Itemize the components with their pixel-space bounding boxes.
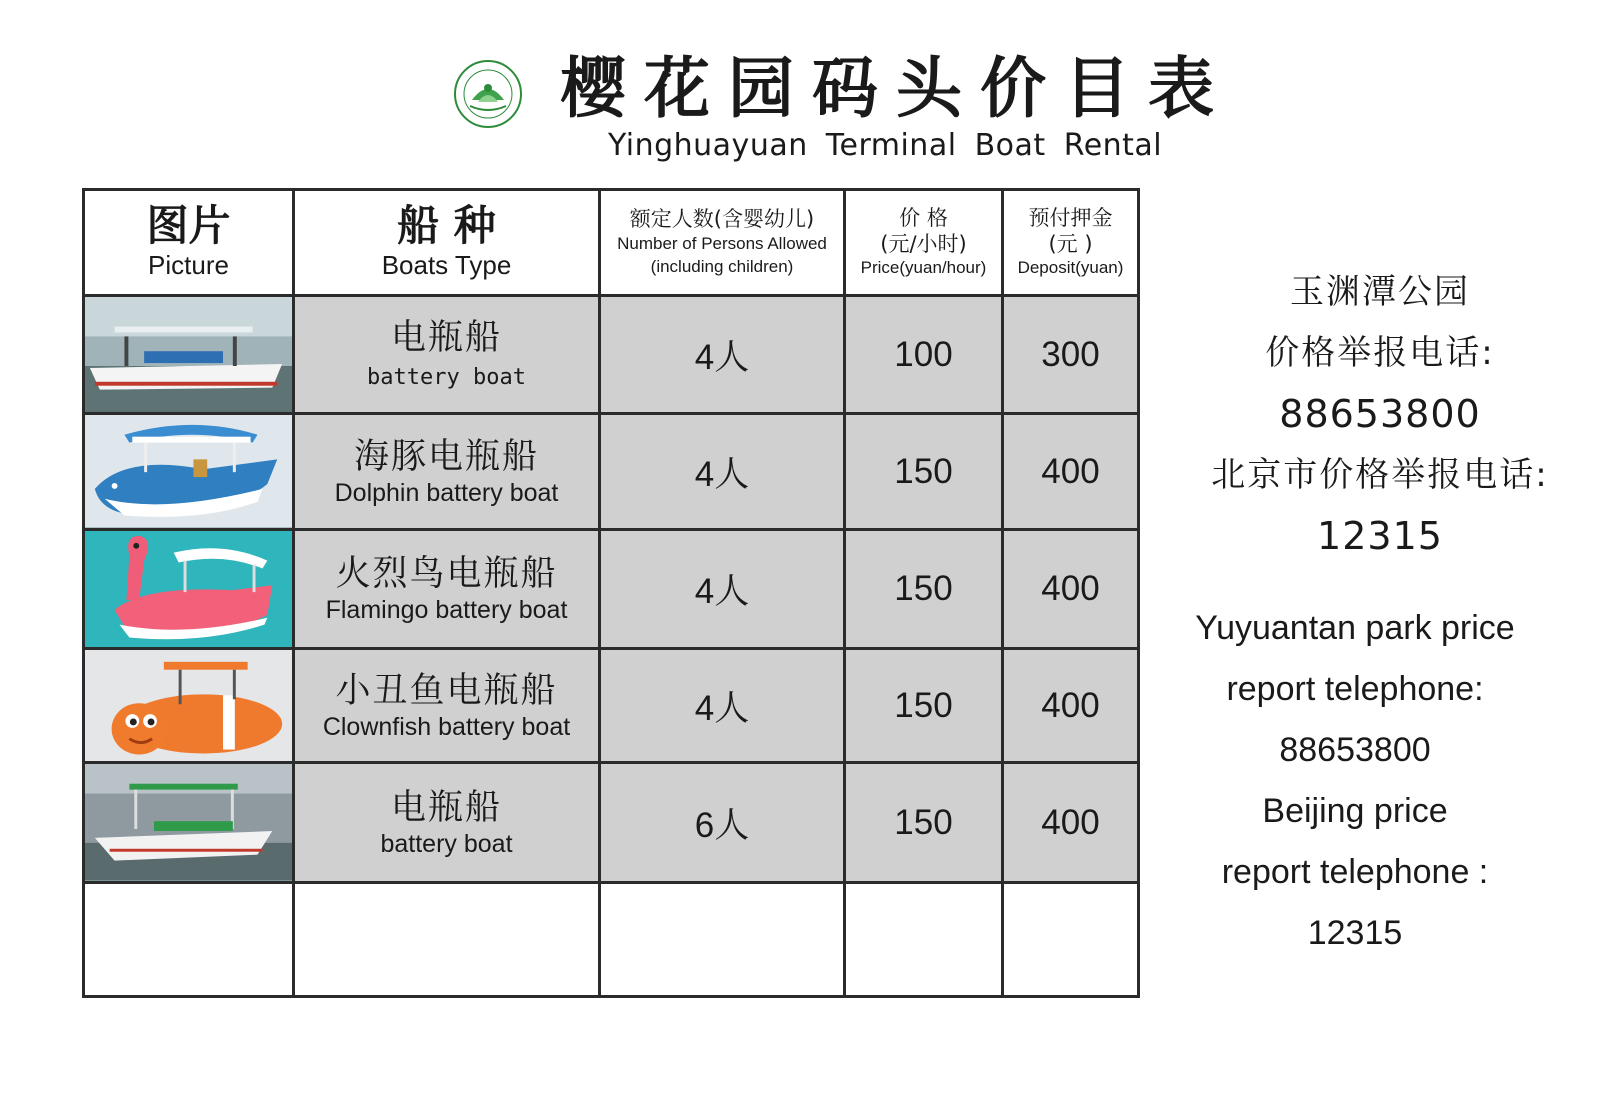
beijing-report-label: 北京市价格举报电话: xyxy=(1211,455,1549,495)
persons-cell xyxy=(600,414,845,529)
deposit-cell xyxy=(1003,649,1139,763)
boat-type-cn: 海豚电瓶船 xyxy=(353,436,539,477)
header-boat-type-en: Boats Type xyxy=(381,250,512,281)
boat-type-cn: 火烈鸟电瓶船 xyxy=(335,553,558,594)
header-price xyxy=(845,190,1003,296)
boat-picture xyxy=(84,414,294,529)
boat-type-en: battery boat xyxy=(380,829,513,858)
boat-type-cell xyxy=(294,649,600,763)
header-picture-en: Picture xyxy=(148,250,229,281)
beijing-report-line: report telephone : xyxy=(1221,853,1489,891)
park-report-line: report telephone: xyxy=(1226,670,1484,708)
header-deposit-en: Deposit(yuan) xyxy=(1017,258,1124,278)
table-row xyxy=(84,529,1139,648)
boat-type-cn: 电瓶船 xyxy=(390,787,502,828)
price-value: 150 xyxy=(894,802,953,842)
header-persons-en2: (including children) xyxy=(650,256,794,276)
header-price-en: Price(yuan/hour) xyxy=(860,258,987,278)
price-cell xyxy=(845,296,1003,414)
boat-picture xyxy=(84,649,294,763)
header-deposit xyxy=(1003,190,1139,296)
park-report-label: 价格举报电话: xyxy=(1265,333,1495,373)
header-picture xyxy=(84,190,294,296)
boat-type-cell xyxy=(294,296,600,414)
boat-type-en: Dolphin battery boat xyxy=(334,478,559,507)
deposit-value: 400 xyxy=(1041,802,1100,842)
empty-cell xyxy=(84,882,294,996)
boat-picture xyxy=(84,296,294,414)
price-value: 100 xyxy=(894,334,953,374)
deposit-cell xyxy=(1003,296,1139,414)
header-deposit-cn2: (元 ) xyxy=(1048,232,1093,257)
persons-value: 4人 xyxy=(694,688,750,728)
page-subtitle: Yinghuayuan Terminal Boat Rental xyxy=(608,128,1163,163)
report-phone-cn xyxy=(1160,262,1600,567)
deposit-cell xyxy=(1003,414,1139,529)
price-cell xyxy=(845,414,1003,529)
persons-cell xyxy=(600,649,845,763)
header-price-cn2: (元/小时) xyxy=(880,232,967,257)
price-table xyxy=(82,188,1140,998)
boat-type-cell xyxy=(294,529,600,648)
boat-picture xyxy=(84,763,294,882)
park-logo-icon xyxy=(452,58,524,130)
beijing-report-number-en: 12315 xyxy=(1307,914,1403,952)
empty-row xyxy=(84,882,1139,996)
clownfish-boat-photo xyxy=(85,650,292,761)
deposit-value: 400 xyxy=(1041,685,1100,725)
header-persons-cn: 额定人数(含婴幼儿) xyxy=(629,207,815,232)
table-header-row xyxy=(84,190,1139,296)
header-persons xyxy=(600,190,845,296)
header-boat-type-cn: 船 种 xyxy=(397,200,496,250)
empty-cell xyxy=(1003,882,1139,996)
deposit-cell xyxy=(1003,529,1139,648)
beijing-report-number: 12315 xyxy=(1317,514,1443,558)
table-row xyxy=(84,649,1139,763)
persons-value: 4人 xyxy=(694,454,750,494)
deposit-value: 300 xyxy=(1041,334,1100,374)
price-cell xyxy=(845,649,1003,763)
flamingo-boat-photo xyxy=(85,531,292,647)
persons-cell xyxy=(600,296,845,414)
deposit-value: 400 xyxy=(1041,451,1100,491)
deposit-value: 400 xyxy=(1041,568,1100,608)
empty-cell xyxy=(845,882,1003,996)
empty-cell xyxy=(294,882,600,996)
persons-value: 6人 xyxy=(694,805,750,845)
persons-value: 4人 xyxy=(694,337,750,377)
header-persons-en1: Number of Persons Allowed xyxy=(617,233,827,253)
price-value: 150 xyxy=(894,685,953,725)
report-phone-en xyxy=(1150,598,1560,964)
header-deposit-cn1: 预付押金 xyxy=(1028,205,1113,230)
dolphin-boat-photo xyxy=(85,415,292,527)
beijing-price-line: Beijing price xyxy=(1262,792,1448,830)
boat-type-en: battery boat xyxy=(367,365,526,391)
table-row xyxy=(84,414,1139,529)
page-title: 樱花园码头价目表 xyxy=(560,50,1232,127)
park-name: 玉渊潭公园 xyxy=(1290,272,1470,312)
price-value: 150 xyxy=(894,568,953,608)
deposit-cell xyxy=(1003,763,1139,882)
table-row xyxy=(84,296,1139,414)
green-battery-boat-photo xyxy=(85,764,292,880)
persons-cell xyxy=(600,529,845,648)
boat-type-cell xyxy=(294,763,600,882)
persons-value: 4人 xyxy=(694,571,750,611)
price-cell xyxy=(845,529,1003,648)
park-report-number-en: 88653800 xyxy=(1279,731,1431,769)
header-boat-type xyxy=(294,190,600,296)
header-picture-cn: 图片 xyxy=(146,200,231,250)
price-value: 150 xyxy=(894,451,953,491)
table-row xyxy=(84,763,1139,882)
white-battery-boat-photo xyxy=(85,297,292,412)
persons-cell xyxy=(600,763,845,882)
boat-picture xyxy=(84,529,294,648)
boat-type-cell xyxy=(294,414,600,529)
park-report-number: 88653800 xyxy=(1279,392,1481,436)
boat-type-cn: 小丑鱼电瓶船 xyxy=(335,670,558,711)
empty-cell xyxy=(600,882,845,996)
boat-type-en: Flamingo battery boat xyxy=(325,595,568,624)
boat-type-en: Clownfish battery boat xyxy=(322,712,571,741)
header-price-cn1: 价 格 xyxy=(899,205,948,230)
price-cell xyxy=(845,763,1003,882)
boat-type-cn: 电瓶船 xyxy=(390,318,502,359)
park-price-line: Yuyuantan park price xyxy=(1195,609,1515,647)
